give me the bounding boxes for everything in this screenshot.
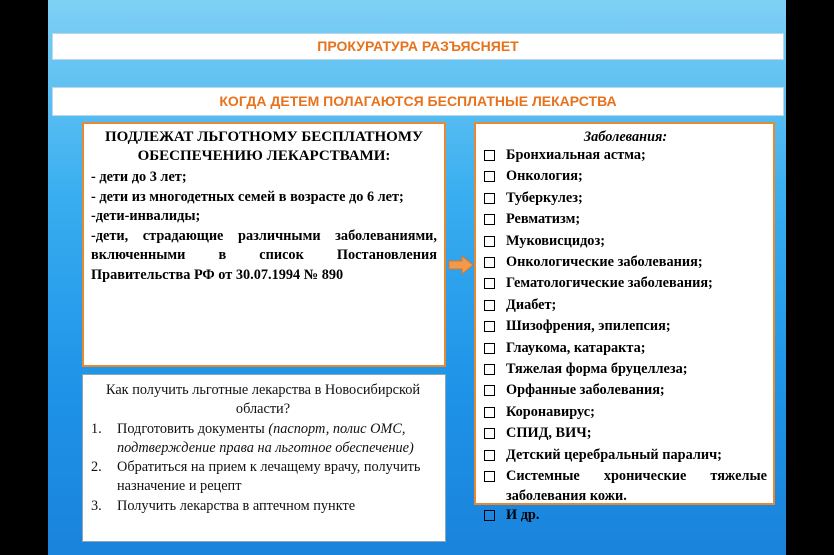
- list-item: Системные хронические тяжелые заболевания кожи.: [484, 467, 767, 506]
- checkbox-icon: [484, 253, 506, 274]
- list-item: Коронавирус;: [484, 403, 767, 424]
- checkbox-icon: [484, 317, 506, 338]
- eligibility-item: -дети-инвалиды;: [91, 208, 201, 224]
- list-item: Шизофрения, эпилепсия;: [484, 317, 767, 338]
- checkbox-icon: [484, 232, 506, 253]
- list-item: Тяжелая форма бруцеллеза;: [484, 360, 767, 381]
- list-item: Туберкулез;: [484, 189, 767, 210]
- list-item: Ревматизм;: [484, 210, 767, 231]
- eligibility-item: - дети до 3 лет;: [91, 169, 187, 185]
- list-item: И др.: [484, 506, 767, 527]
- list-item: Диабет;: [484, 296, 767, 317]
- eligibility-box: [82, 122, 446, 367]
- step-number: 2.: [91, 459, 102, 476]
- list-item: СПИД, ВИЧ;: [484, 424, 767, 445]
- list-item: [91, 497, 435, 516]
- checkbox-icon: [484, 189, 506, 210]
- banner-prosecutor: ПРОКУРАТУРА РАЗЪЯСНЯЕТ: [52, 33, 784, 60]
- step-text: Подготовить документы: [117, 420, 269, 437]
- list-item: Детский церебральный паралич;: [484, 446, 767, 467]
- checkbox-icon: [484, 506, 506, 527]
- diseases-box: [474, 122, 775, 523]
- checkbox-icon: [484, 339, 506, 360]
- list-item: Глаукома, катаракта;: [484, 339, 767, 360]
- list-item: Онкологические заболевания;: [484, 253, 767, 274]
- list-item: Орфанные заболевания;: [484, 381, 767, 402]
- checkbox-icon: [484, 446, 506, 467]
- eligibility-heading: ПОДЛЕЖАТ ЛЬГОТНОМУ БЕСПЛАТНОМУ ОБЕСПЕЧЕНИЮ ЛЕКАРСТВАМИ:: [105, 129, 423, 164]
- checkbox-icon: [484, 146, 506, 167]
- banner-title: КОГДА ДЕТЕМ ПОЛАГАЮТСЯ БЕСПЛАТНЫЕ ЛЕКАРСТВА: [52, 87, 784, 116]
- checkbox-icon: [484, 210, 506, 231]
- checkbox-icon: [484, 424, 506, 445]
- list-item: Гематологические заболевания;: [484, 274, 767, 295]
- checkbox-icon: [484, 467, 506, 506]
- step-number: 3.: [91, 497, 102, 514]
- checkbox-icon: [484, 274, 506, 295]
- steps-list: [91, 420, 435, 516]
- step-number: 1.: [91, 420, 102, 437]
- eligibility-item: - дети из многодетных семей в возрасте до 6 лет;: [91, 188, 404, 205]
- how-to-get-box: [82, 374, 446, 542]
- checkbox-icon: [484, 167, 506, 188]
- checkbox-icon: [484, 296, 506, 317]
- step-text: Обратиться на прием к лечащему врачу, получить назначение и рецепт: [117, 459, 421, 495]
- arrow-right-icon: [448, 255, 474, 275]
- slide: [48, 0, 786, 555]
- diseases-list: [484, 146, 767, 527]
- list-item: [91, 458, 435, 497]
- checkbox-icon: [484, 381, 506, 402]
- list-item: Муковисцидоз;: [484, 232, 767, 253]
- eligibility-item: -дети, страдающие различными заболеваниями, включенными в список Постановления Правительства РФ от 30.07.1994 № 890: [91, 227, 437, 283]
- checkbox-icon: [484, 403, 506, 424]
- step-note: (паспорт, полис ОМС, подтверждение права на льготное обеспечение): [117, 420, 414, 456]
- step-text: Получить лекарства в аптечном пункте: [117, 497, 356, 514]
- how-to-get-title: Как получить льготные лекарства в Новосибирской области?: [105, 382, 420, 418]
- list-item: [91, 420, 435, 459]
- checkbox-icon: [484, 360, 506, 381]
- diseases-heading: Заболевания:: [583, 129, 668, 145]
- list-item: Онкология;: [484, 167, 767, 188]
- list-item: Бронхиальная астма;: [484, 146, 767, 167]
